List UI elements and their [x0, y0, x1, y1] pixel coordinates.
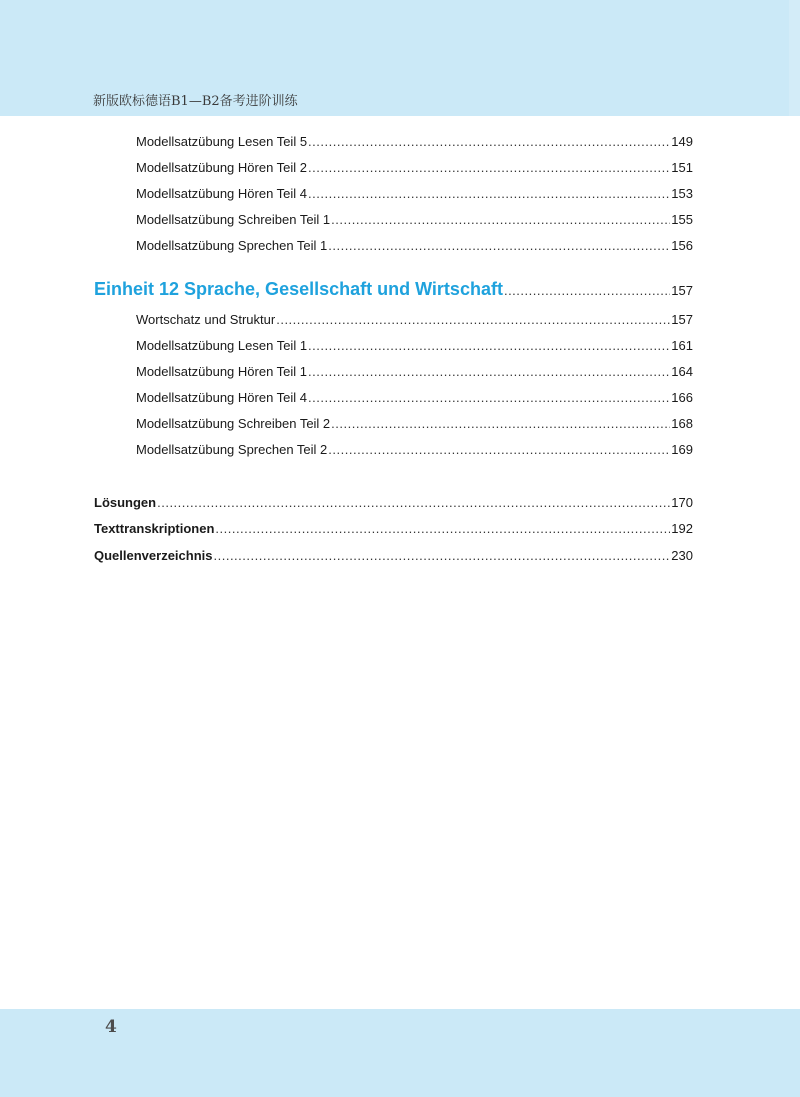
page-edge-gap	[789, 116, 800, 1009]
toc-main-entry[interactable]	[94, 494, 693, 512]
toc-main-page: 170	[671, 495, 693, 510]
toc-entry-page: 149	[671, 134, 693, 149]
toc-leader-dots	[328, 237, 670, 255]
toc-entry-page: 155	[671, 212, 693, 227]
toc-entry-page: 153	[671, 186, 693, 201]
toc-entry-label: Wortschatz und Struktur	[136, 312, 276, 327]
toc-entry-page: 166	[671, 390, 693, 405]
toc-entry-label: Modellsatzübung Sprechen Teil 2	[136, 442, 328, 457]
toc-entry-label: Modellsatzübung Schreiben Teil 1	[136, 212, 331, 227]
book-title: 新版欧标德语B1—B2备考进阶训练	[93, 94, 298, 109]
toc-entry[interactable]	[136, 311, 693, 329]
toc-leader-dots	[276, 311, 670, 329]
toc-entry[interactable]	[136, 159, 693, 177]
toc-entry-label: Modellsatzübung Hören Teil 1	[136, 364, 308, 379]
toc-leader-dots	[331, 211, 670, 229]
toc-entry[interactable]	[136, 441, 693, 459]
toc-entry-label: Modellsatzübung Sprechen Teil 1	[136, 238, 328, 253]
toc-entry-page: 168	[671, 416, 693, 431]
toc-leader-dots	[308, 185, 670, 203]
toc-leader-dots	[328, 441, 670, 459]
toc-entry-label: Modellsatzübung Lesen Teil 5	[136, 134, 308, 149]
toc-unit-page: 157	[671, 283, 693, 298]
toc-main-label: Texttranskriptionen	[94, 521, 215, 536]
toc-entry[interactable]	[136, 133, 693, 151]
toc-entry-label: Modellsatzübung Lesen Teil 1	[136, 338, 308, 353]
toc-entry-page: 156	[671, 238, 693, 253]
toc-main-entry[interactable]	[94, 520, 693, 538]
toc-leader-dots	[214, 547, 671, 565]
toc-entry-page: 151	[671, 160, 693, 175]
toc-leader-dots	[308, 363, 670, 381]
toc-main-page: 230	[671, 548, 693, 563]
toc-entry-page: 161	[671, 338, 693, 353]
toc-leader-dots	[331, 415, 670, 433]
toc-main-label: Quellenverzeichnis	[94, 548, 213, 563]
toc-leader-dots	[308, 337, 670, 355]
toc-entry[interactable]	[136, 389, 693, 407]
toc-entry[interactable]	[136, 415, 693, 433]
toc-leader-dots	[308, 389, 670, 407]
toc-entry-page: 157	[671, 312, 693, 327]
page-edge-strip	[789, 0, 800, 1097]
toc-leader-dots	[215, 520, 670, 538]
toc-main-label: Lösungen	[94, 495, 157, 510]
toc-leader-dots	[308, 133, 670, 151]
page-number: 4	[105, 1017, 117, 1037]
toc-entry-label: Modellsatzübung Schreiben Teil 2	[136, 416, 331, 431]
toc-unit-heading[interactable]	[94, 280, 693, 300]
toc-main-page: 192	[671, 521, 693, 536]
toc-leader-dots	[504, 282, 670, 300]
toc-entry[interactable]	[136, 237, 693, 255]
toc-unit-label: Einheit 12 Sprache, Gesellschaft und Wirtschaft	[94, 279, 503, 299]
toc-main-entry[interactable]	[94, 547, 693, 565]
toc-entry-label: Modellsatzübung Hören Teil 4	[136, 186, 308, 201]
footer-band	[0, 1009, 800, 1097]
toc-entry-page: 164	[671, 364, 693, 379]
toc-entry[interactable]	[136, 363, 693, 381]
toc-leader-dots	[157, 494, 670, 512]
toc-leader-dots	[308, 159, 670, 177]
toc-entry[interactable]	[136, 211, 693, 229]
toc-entry[interactable]	[136, 185, 693, 203]
toc-entry[interactable]	[136, 337, 693, 355]
toc-entry-page: 169	[671, 442, 693, 457]
toc-entry-label: Modellsatzübung Hören Teil 4	[136, 390, 308, 405]
toc-entry-label: Modellsatzübung Hören Teil 2	[136, 160, 308, 175]
